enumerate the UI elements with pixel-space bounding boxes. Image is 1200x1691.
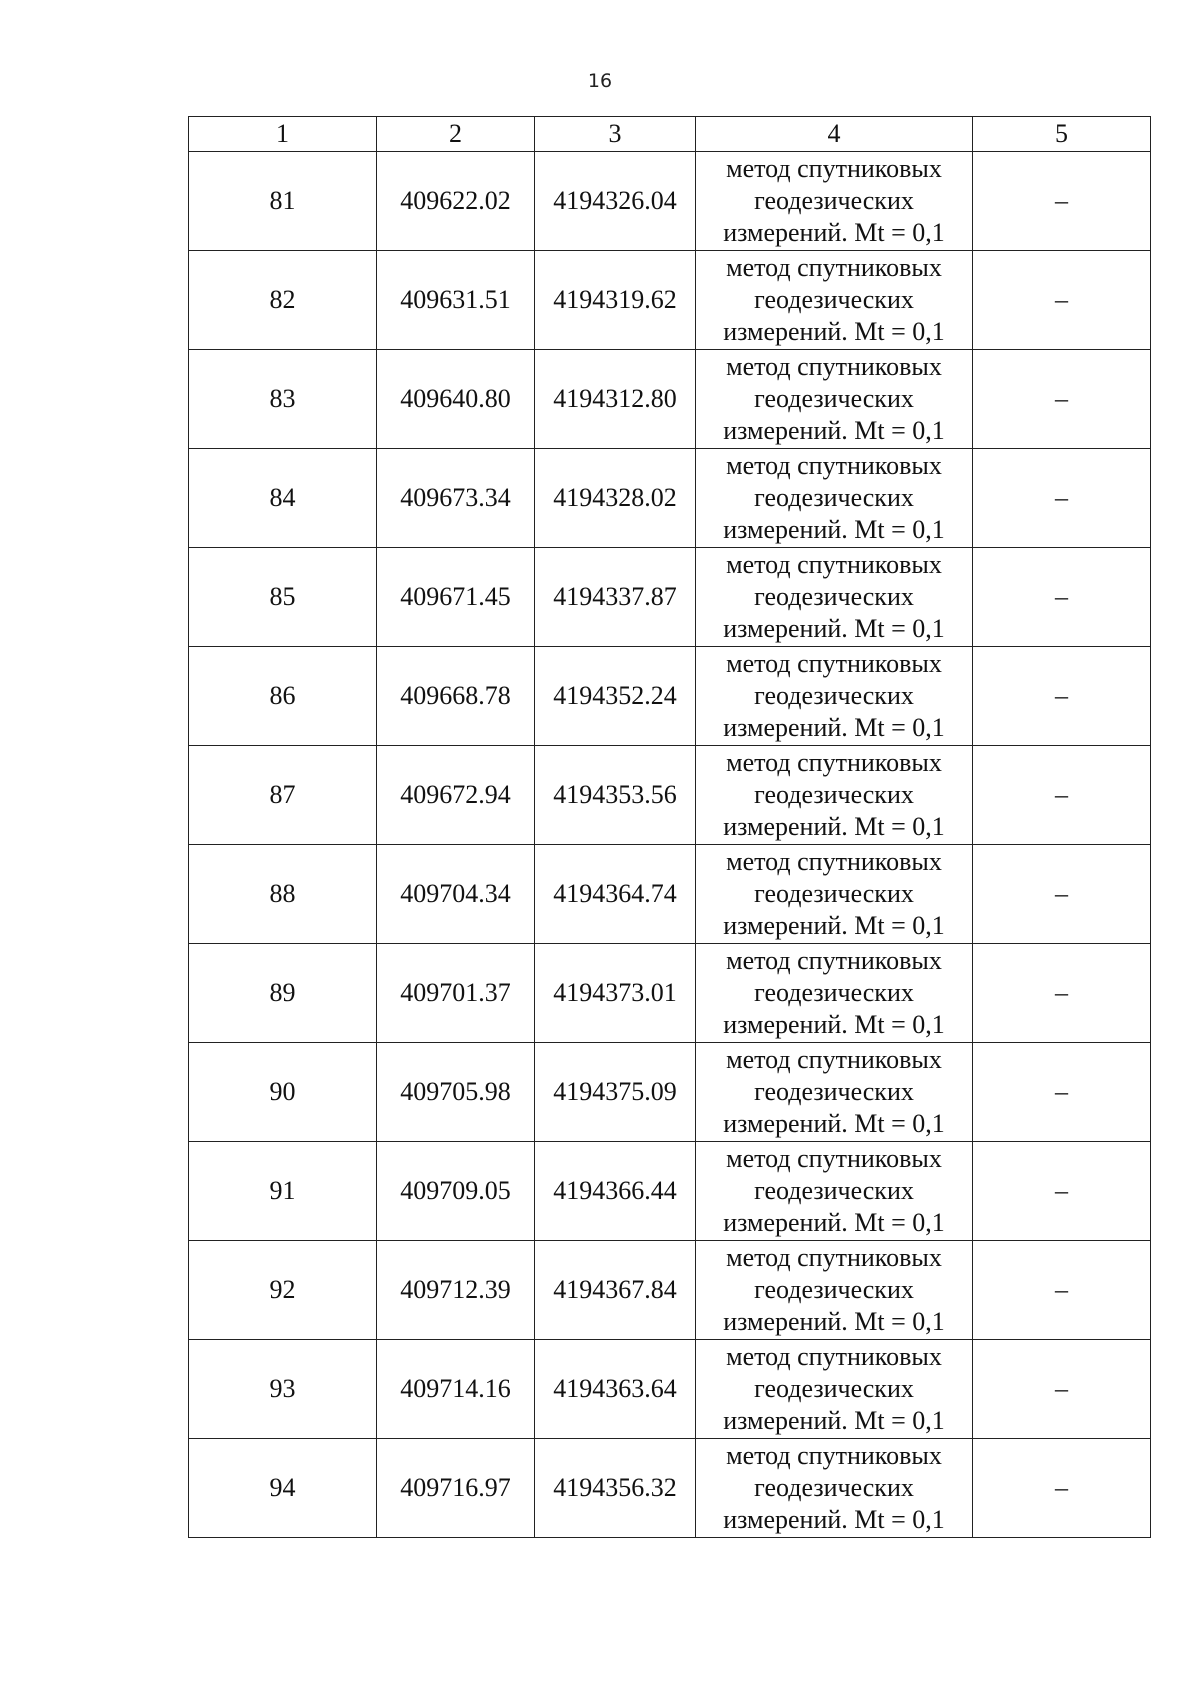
method-line: геодезических [754, 978, 914, 1007]
method-cell [696, 1439, 973, 1538]
note-cell: – [973, 152, 1151, 251]
point-number-cell: 93 [189, 1340, 377, 1439]
method-line: геодезических [754, 1374, 914, 1403]
y-coordinate-cell: 4194375.09 [535, 1043, 696, 1142]
point-number-cell: 92 [189, 1241, 377, 1340]
table-row [189, 1241, 1151, 1340]
method-line: геодезических [754, 681, 914, 710]
method-cell [696, 944, 973, 1043]
y-coordinate-cell: 4194356.32 [535, 1439, 696, 1538]
method-line: метод спутниковых [726, 451, 942, 480]
method-cell [696, 251, 973, 350]
method-cell [696, 1142, 973, 1241]
table-row [189, 845, 1151, 944]
method-line: измерений. Mt = 0,1 [723, 911, 945, 940]
point-number-cell: 85 [189, 548, 377, 647]
x-coordinate-cell: 409672.94 [377, 746, 535, 845]
note-cell: – [973, 746, 1151, 845]
method-line: геодезических [754, 384, 914, 413]
method-cell [696, 1043, 973, 1142]
point-number-cell: 94 [189, 1439, 377, 1538]
method-line: измерений. Mt = 0,1 [723, 416, 945, 445]
method-cell [696, 746, 973, 845]
table-row [189, 1340, 1151, 1439]
x-coordinate-cell: 409631.51 [377, 251, 535, 350]
y-coordinate-cell: 4194352.24 [535, 647, 696, 746]
method-line: измерений. Mt = 0,1 [723, 1505, 945, 1534]
method-line: измерений. Mt = 0,1 [723, 1406, 945, 1435]
x-coordinate-cell: 409622.02 [377, 152, 535, 251]
method-line: геодезических [754, 780, 914, 809]
y-coordinate-cell: 4194353.56 [535, 746, 696, 845]
method-line: измерений. Mt = 0,1 [723, 1010, 945, 1039]
note-cell: – [973, 548, 1151, 647]
x-coordinate-cell: 409714.16 [377, 1340, 535, 1439]
point-number-cell: 86 [189, 647, 377, 746]
method-cell [696, 1241, 973, 1340]
method-line: геодезических [754, 483, 914, 512]
method-cell [696, 449, 973, 548]
point-number-cell: 91 [189, 1142, 377, 1241]
table-row [189, 251, 1151, 350]
note-cell: – [973, 845, 1151, 944]
note-cell: – [973, 1439, 1151, 1538]
method-line: измерений. Mt = 0,1 [723, 317, 945, 346]
method-line: метод спутниковых [726, 847, 942, 876]
method-line: метод спутниковых [726, 1243, 942, 1272]
point-number-cell: 89 [189, 944, 377, 1043]
method-cell [696, 350, 973, 449]
method-line: метод спутниковых [726, 154, 942, 183]
y-coordinate-cell: 4194319.62 [535, 251, 696, 350]
method-line: метод спутниковых [726, 946, 942, 975]
method-line: измерений. Mt = 0,1 [723, 218, 945, 247]
y-coordinate-cell: 4194373.01 [535, 944, 696, 1043]
y-coordinate-cell: 4194312.80 [535, 350, 696, 449]
table-row [189, 1043, 1151, 1142]
method-line: метод спутниковых [726, 352, 942, 381]
method-line: метод спутниковых [726, 1441, 942, 1470]
column-header-1: 1 [189, 117, 377, 152]
y-coordinate-cell: 4194367.84 [535, 1241, 696, 1340]
method-line: измерений. Mt = 0,1 [723, 1307, 945, 1336]
table-row [189, 1142, 1151, 1241]
table-row [189, 647, 1151, 746]
method-cell [696, 845, 973, 944]
point-number-cell: 88 [189, 845, 377, 944]
note-cell: – [973, 944, 1151, 1043]
column-header-3: 3 [535, 117, 696, 152]
y-coordinate-cell: 4194337.87 [535, 548, 696, 647]
x-coordinate-cell: 409709.05 [377, 1142, 535, 1241]
column-header-5: 5 [973, 117, 1151, 152]
point-number-cell: 81 [189, 152, 377, 251]
table-header-row [189, 117, 1151, 152]
column-header-4: 4 [696, 117, 973, 152]
method-line: метод спутниковых [726, 649, 942, 678]
table-row [189, 944, 1151, 1043]
point-number-cell: 90 [189, 1043, 377, 1142]
table-row [189, 449, 1151, 548]
method-line: метод спутниковых [726, 1144, 942, 1173]
method-line: метод спутниковых [726, 550, 942, 579]
method-cell [696, 1340, 973, 1439]
method-line: геодезических [754, 285, 914, 314]
x-coordinate-cell: 409705.98 [377, 1043, 535, 1142]
method-line: геодезических [754, 879, 914, 908]
page-number: 16 [587, 70, 613, 92]
y-coordinate-cell: 4194364.74 [535, 845, 696, 944]
x-coordinate-cell: 409712.39 [377, 1241, 535, 1340]
table-row [189, 548, 1151, 647]
method-line: измерений. Mt = 0,1 [723, 515, 945, 544]
table-row [189, 350, 1151, 449]
method-line: метод спутниковых [726, 1342, 942, 1371]
method-line: метод спутниковых [726, 748, 942, 777]
method-line: измерений. Mt = 0,1 [723, 1109, 945, 1138]
x-coordinate-cell: 409716.97 [377, 1439, 535, 1538]
table-row [189, 152, 1151, 251]
method-cell [696, 647, 973, 746]
note-cell: – [973, 1340, 1151, 1439]
method-line: геодезических [754, 1473, 914, 1502]
method-line: измерений. Mt = 0,1 [723, 614, 945, 643]
method-line: геодезических [754, 1176, 914, 1205]
x-coordinate-cell: 409673.34 [377, 449, 535, 548]
x-coordinate-cell: 409704.34 [377, 845, 535, 944]
note-cell: – [973, 449, 1151, 548]
note-cell: – [973, 251, 1151, 350]
point-number-cell: 87 [189, 746, 377, 845]
table-row [189, 1439, 1151, 1538]
note-cell: – [973, 1142, 1151, 1241]
note-cell: – [973, 1241, 1151, 1340]
method-cell [696, 152, 973, 251]
point-number-cell: 84 [189, 449, 377, 548]
method-line: геодезических [754, 1275, 914, 1304]
method-line: геодезических [754, 582, 914, 611]
method-line: измерений. Mt = 0,1 [723, 1208, 945, 1237]
note-cell: – [973, 647, 1151, 746]
x-coordinate-cell: 409671.45 [377, 548, 535, 647]
y-coordinate-cell: 4194363.64 [535, 1340, 696, 1439]
table-row [189, 746, 1151, 845]
x-coordinate-cell: 409668.78 [377, 647, 535, 746]
point-number-cell: 83 [189, 350, 377, 449]
method-line: метод спутниковых [726, 253, 942, 282]
column-header-2: 2 [377, 117, 535, 152]
y-coordinate-cell: 4194326.04 [535, 152, 696, 251]
x-coordinate-cell: 409701.37 [377, 944, 535, 1043]
method-line: метод спутниковых [726, 1045, 942, 1074]
x-coordinate-cell: 409640.80 [377, 350, 535, 449]
point-number-cell: 82 [189, 251, 377, 350]
method-line: геодезических [754, 1077, 914, 1106]
y-coordinate-cell: 4194366.44 [535, 1142, 696, 1241]
coordinates-table [188, 116, 1151, 1538]
method-cell [696, 548, 973, 647]
method-line: измерений. Mt = 0,1 [723, 713, 945, 742]
note-cell: – [973, 350, 1151, 449]
method-line: измерений. Mt = 0,1 [723, 812, 945, 841]
method-line: геодезических [754, 186, 914, 215]
note-cell: – [973, 1043, 1151, 1142]
y-coordinate-cell: 4194328.02 [535, 449, 696, 548]
table-body [189, 152, 1151, 1538]
